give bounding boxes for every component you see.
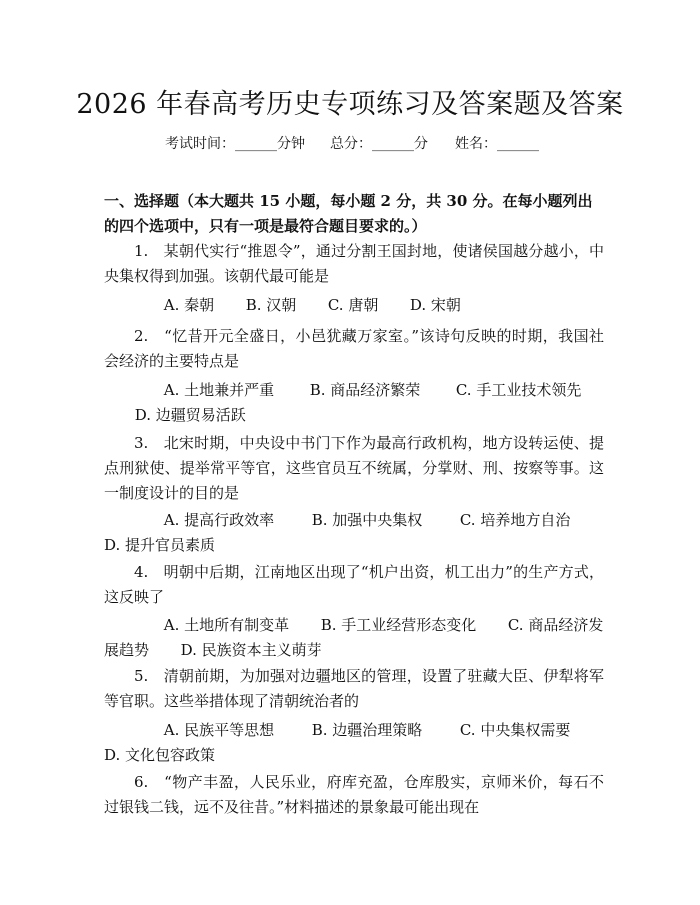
q4-option-d[interactable]: D. 民族资本主义萌芽 bbox=[180, 641, 322, 659]
question-6-stem: 6. “物产丰盈，人民乐业，府库充盈，仓库殷实，京师米价，每石不过银钱二钱，远不及往昔。”材料描述的景象最可能出现在 bbox=[104, 773, 604, 816]
q4-option-c[interactable]: C. 商品经济发展趋势 bbox=[104, 616, 604, 659]
question-4-stem: 4. 明朝中后期，江南地区出现了“机户出资，机工出力”的生产方式，这反映了 bbox=[104, 563, 604, 606]
total-score-field: 总分：______分 bbox=[330, 136, 428, 152]
q5-option-b[interactable]: B. 边疆治理策略 bbox=[311, 721, 423, 739]
question-1-stem: 1. 某朝代实行“推恩令”，通过分割王国封地，使诸侯国越分越小，中央集权得到加强。该朝代最可能是 bbox=[104, 242, 604, 285]
q4-option-a[interactable]: A. 土地所有制变革 bbox=[163, 616, 290, 634]
question-2-options bbox=[104, 378, 604, 428]
question-3-options bbox=[104, 508, 604, 558]
q5-option-c[interactable]: C. 中央集权需要 bbox=[459, 721, 571, 739]
question-2-stem: 2. “忆昔开元全盛日，小邑犹藏万家室。”该诗句反映的时期，我国社会经济的主要特点是 bbox=[104, 327, 604, 370]
question-1-options bbox=[104, 293, 604, 318]
section-heading: 一、选择题（本大题共 15 小题，每小题 2 分，共 30 分。在每小题列出的四个选项中，只有一项是最符合题目要求的。） bbox=[104, 192, 593, 235]
q5-option-a[interactable]: A. 民族平等思想 bbox=[163, 721, 275, 739]
q3-option-a[interactable]: A. 提高行政效率 bbox=[163, 511, 275, 529]
q3-option-b[interactable]: B. 加强中央集权 bbox=[311, 511, 423, 529]
q5-option-d[interactable]: D. 文化包容政策 bbox=[104, 746, 216, 764]
q4-option-b[interactable]: B. 手工业经营形态变化 bbox=[320, 616, 477, 634]
q1-option-b[interactable]: B. 汉朝 bbox=[245, 296, 297, 314]
question-5-options bbox=[104, 718, 604, 768]
q1-option-a[interactable]: A. 秦朝 bbox=[163, 296, 215, 314]
q3-option-c[interactable]: C. 培养地方自治 bbox=[459, 511, 571, 529]
q2-option-c[interactable]: C. 手工业技术领先 bbox=[455, 381, 582, 399]
student-name-field: 姓名：______ bbox=[455, 136, 539, 152]
question-3-stem: 3. 北宋时期，中央设中书门下作为最高行政机构，地方设转运使、提点刑狱使、提举常平等官，这些官员互不统属，分掌财、刑、按察等事。这一制度设计的目的是 bbox=[104, 434, 604, 502]
q2-option-a[interactable]: A. 土地兼并严重 bbox=[163, 381, 275, 399]
q1-option-d[interactable]: D. 宋朝 bbox=[409, 296, 461, 314]
question-5-stem: 5. 清朝前期，为加强对边疆地区的管理，设置了驻藏大臣、伊犁将军等官职。这些举措体现了清朝统治者的 bbox=[104, 667, 604, 710]
page-title: 2026 年春高考历史专项练习及答案题及答案 bbox=[76, 89, 624, 120]
question-4-options bbox=[104, 613, 604, 663]
q3-option-d[interactable]: D. 提升官员素质 bbox=[104, 536, 216, 554]
q2-option-b[interactable]: B. 商品经济繁荣 bbox=[309, 381, 421, 399]
exam-time-field: 考试时间：______分钟 bbox=[165, 136, 305, 152]
q2-option-d[interactable]: D. 边疆贸易活跃 bbox=[134, 406, 246, 424]
q1-option-c[interactable]: C. 唐朝 bbox=[327, 296, 379, 314]
